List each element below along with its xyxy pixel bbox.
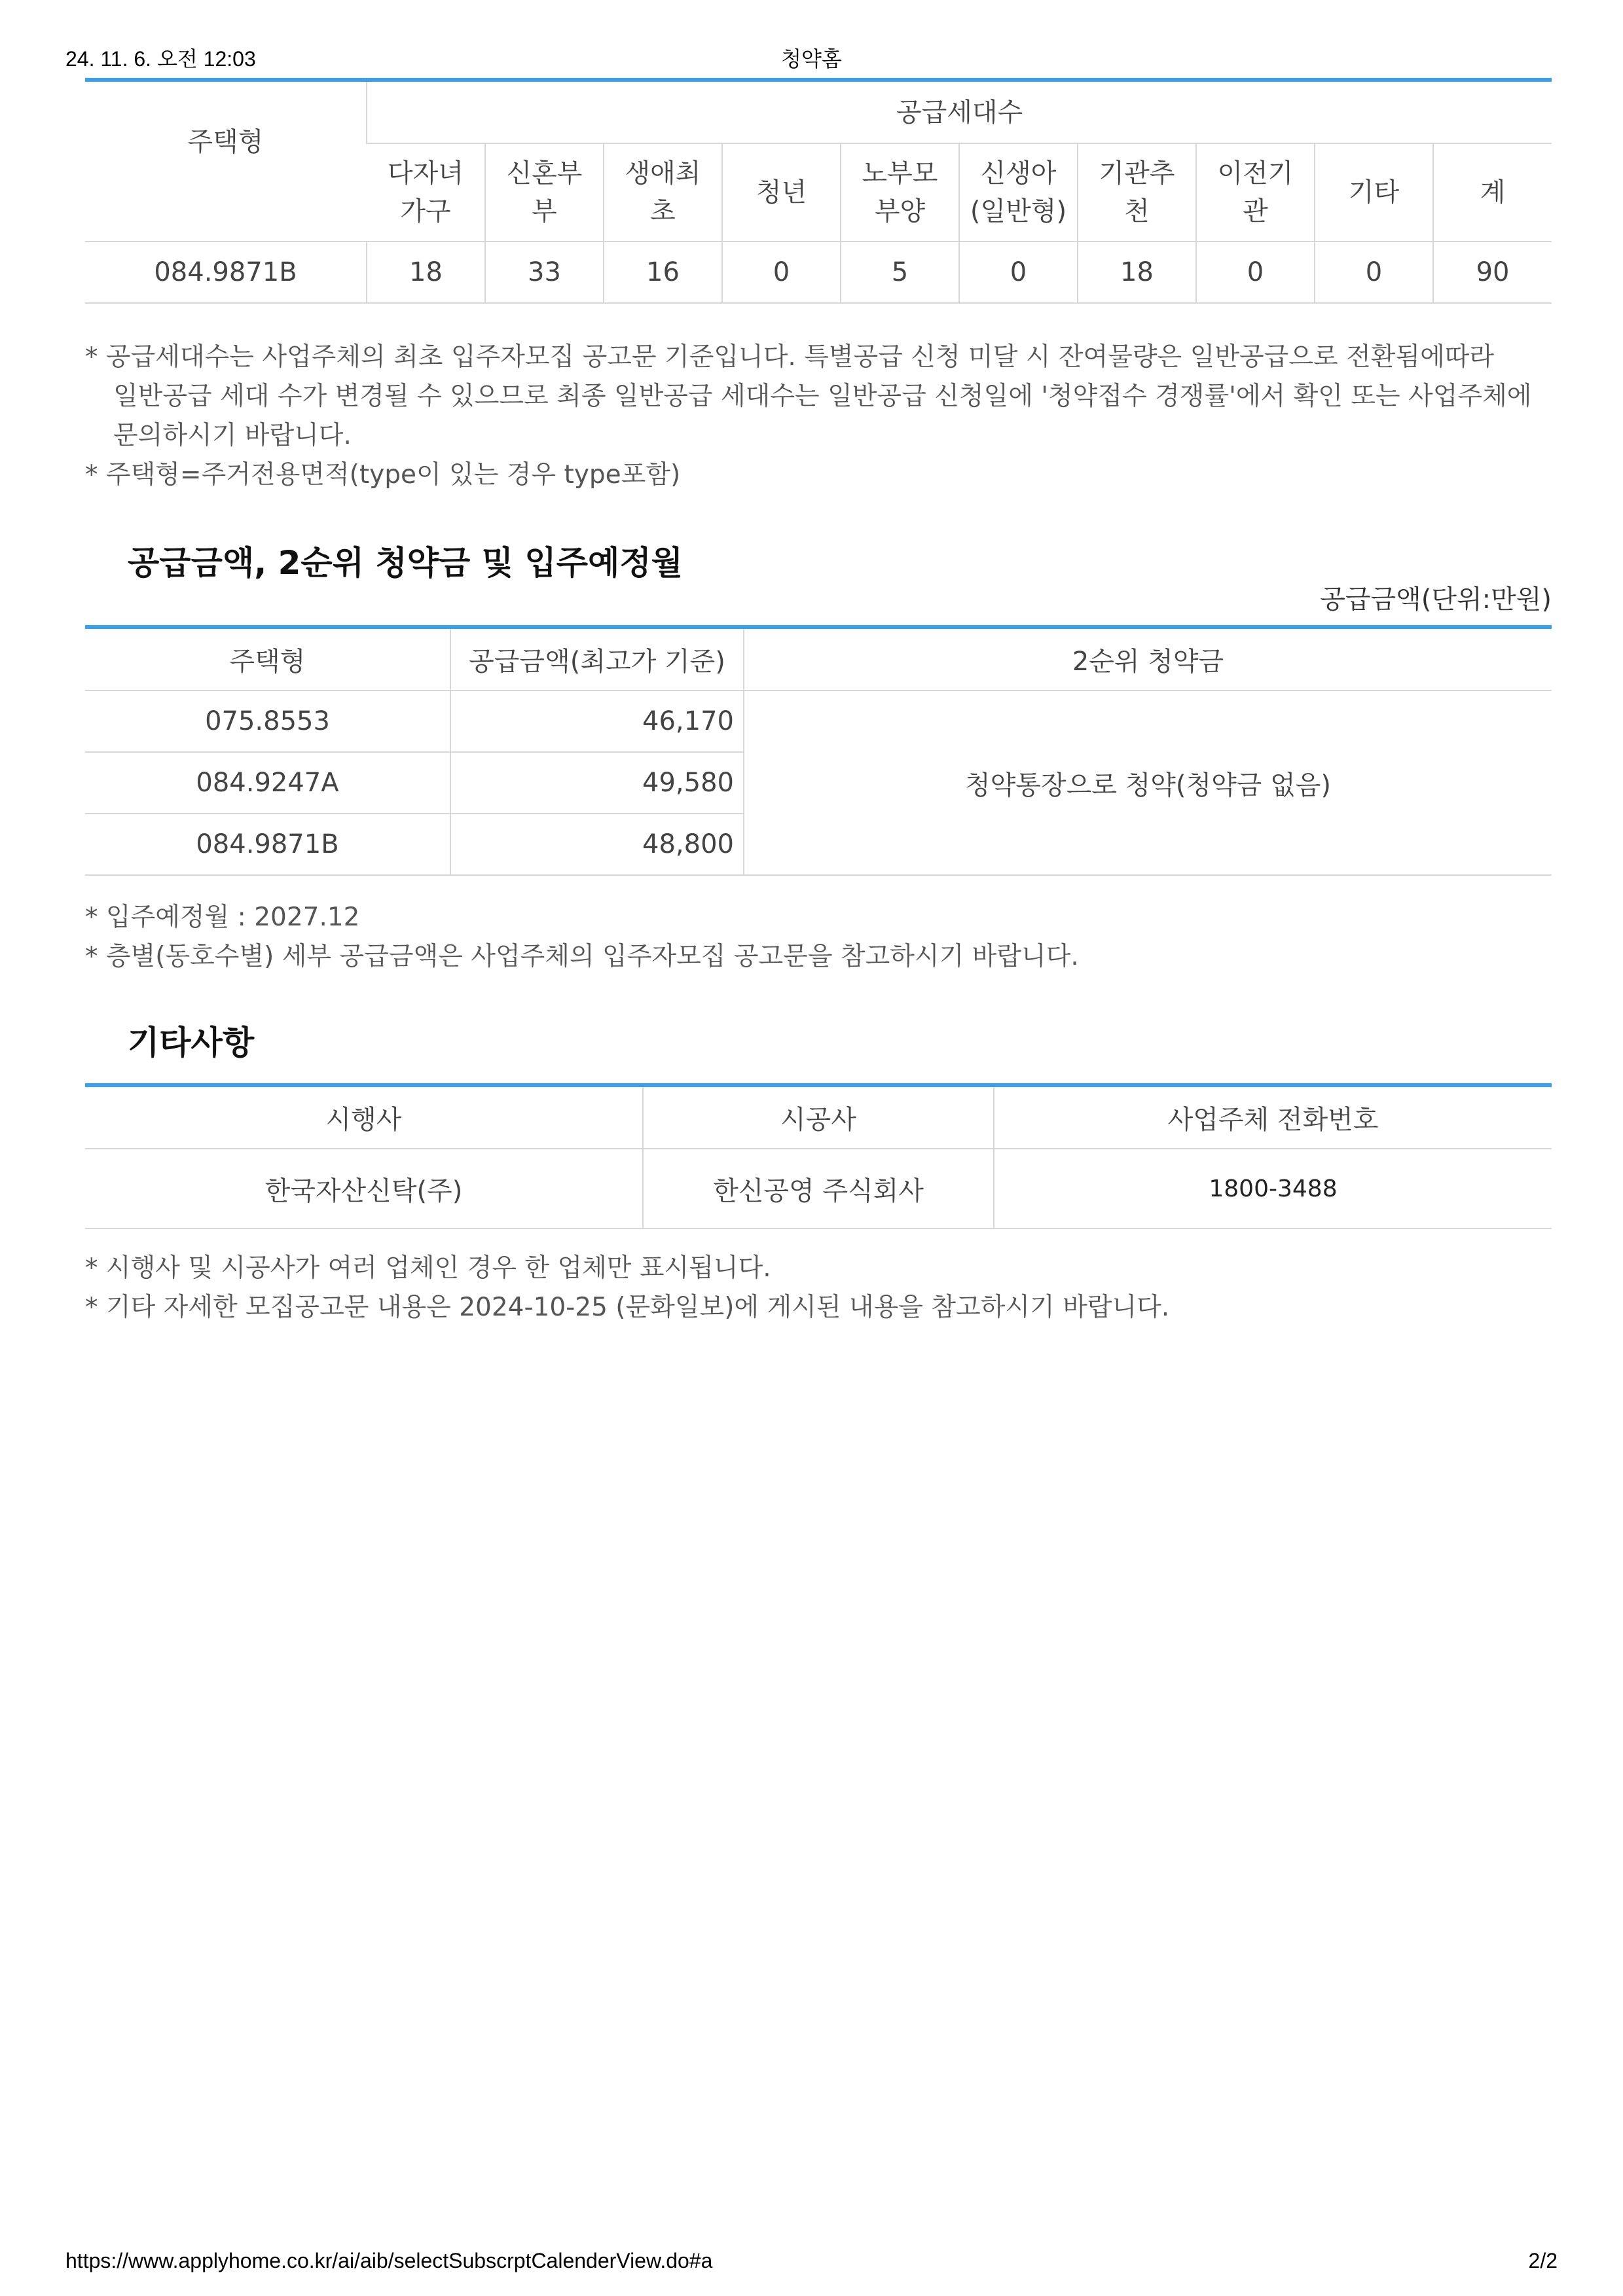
etc-header-developer: 시행사 xyxy=(85,1085,643,1149)
price-header-price: 공급금액(최고가 기준) xyxy=(450,627,744,691)
print-url: https://www.applyhome.co.kr/ai/aib/selectSubscrptCalenderView.do#a xyxy=(65,2249,713,2272)
deposit-cell: 청약통장으로 청약(청약금 없음) xyxy=(744,691,1552,875)
total-cell: 90 xyxy=(1433,242,1552,303)
count-cell: 18 xyxy=(367,242,485,303)
count-cell: 16 xyxy=(604,242,722,303)
count-cell: 0 xyxy=(1315,242,1433,303)
price-table xyxy=(85,625,1552,876)
housing-type-header: 주택형 xyxy=(85,80,367,242)
supply-note-line: * 공급세대수는 사업주체의 최초 입주자모집 공고문 기준입니다. 특별공급 신청 미달 시 잔여물량은 일반공급으로 전환됨에따라 xyxy=(85,342,1495,372)
count-cell: 18 xyxy=(1078,242,1196,303)
col-newlywed: 신혼부 부 xyxy=(485,143,604,242)
etc-header-constructor: 시공사 xyxy=(643,1085,994,1149)
etc-notes xyxy=(85,1249,1558,1327)
col-institution: 기관추 천 xyxy=(1078,143,1196,242)
col-first-time: 생애최 초 xyxy=(604,143,722,242)
etc-table xyxy=(85,1083,1552,1229)
table-row xyxy=(85,242,1552,303)
price-header-type: 주택형 xyxy=(85,627,450,691)
print-title: 청약홈 xyxy=(781,47,842,71)
price-header-deposit: 2순위 청약금 xyxy=(744,627,1552,691)
print-datetime: 24. 11. 6. 오전 12:03 xyxy=(65,47,256,71)
print-page-number: 2/2 xyxy=(1528,2249,1558,2272)
col-other: 기타 xyxy=(1315,143,1433,242)
supply-note-line: 일반공급 세대 수가 변경될 수 있으므로 최종 일반공급 세대수는 일반공급 신청일에 '청약접수 경쟁률'에서 확인 또는 사업주체에 xyxy=(113,382,1532,411)
housing-type-cell: 084.9247A xyxy=(85,752,450,814)
price-notes xyxy=(85,898,1558,977)
etc-header-phone: 사업주체 전화번호 xyxy=(994,1085,1552,1149)
housing-type-cell: 075.8553 xyxy=(85,691,450,752)
supply-notes xyxy=(85,338,1558,495)
print-header xyxy=(0,43,1623,82)
etc-note-line: * 기타 자세한 모집공고문 내용은 2024-10-25 (문화일보)에 게시된 내용을 참고하시기 바랍니다. xyxy=(85,1293,1170,1322)
count-cell: 0 xyxy=(959,242,1078,303)
price-section-title: 공급금액, 2순위 청약금 및 입주예정월 xyxy=(128,544,683,582)
price-cell: 48,800 xyxy=(450,814,744,875)
floor-price-note: * 층별(동호수별) 세부 공급금액은 사업주체의 입주자모집 공고문을 참고하시기 바랍니다. xyxy=(85,942,1079,971)
housing-type-cell: 084.9871B xyxy=(85,242,367,303)
count-cell: 5 xyxy=(841,242,959,303)
constructor-cell: 한신공영 주식회사 xyxy=(643,1149,994,1229)
move-in-note: * 입주예정월 : 2027.12 xyxy=(85,903,360,932)
price-unit-label: 공급금액(단위:만원) xyxy=(1320,584,1552,615)
developer-cell: 한국자산신탁(주) xyxy=(85,1149,643,1229)
supply-note-line: 문의하시기 바랍니다. xyxy=(113,421,352,450)
col-multi-child: 다자녀 가구 xyxy=(367,143,485,242)
count-cell: 33 xyxy=(485,242,604,303)
col-newborn: 신생아 (일반형) xyxy=(959,143,1078,242)
phone-cell: 1800-3488 xyxy=(994,1149,1552,1229)
count-cell: 0 xyxy=(722,242,841,303)
table-row xyxy=(85,691,1552,752)
col-youth: 청년 xyxy=(722,143,841,242)
supply-count-table xyxy=(85,78,1552,304)
col-relocated-org: 이전기 관 xyxy=(1196,143,1315,242)
etc-section-title: 기타사항 xyxy=(128,1024,255,1062)
etc-note-line: * 시행사 및 시공사가 여러 업체인 경우 한 업체만 표시됩니다. xyxy=(85,1253,771,1283)
table-row xyxy=(85,1149,1552,1229)
print-footer xyxy=(0,2249,1623,2288)
col-elderly-parent: 노부모 부양 xyxy=(841,143,959,242)
price-cell: 49,580 xyxy=(450,752,744,814)
housing-type-note: * 주택형=주거전용면적(type이 있는 경우 type포함) xyxy=(85,460,681,490)
count-cell: 0 xyxy=(1196,242,1315,303)
supply-count-group-header: 공급세대수 xyxy=(367,80,1552,143)
housing-type-cell: 084.9871B xyxy=(85,814,450,875)
col-total: 계 xyxy=(1433,143,1552,242)
price-cell: 46,170 xyxy=(450,691,744,752)
